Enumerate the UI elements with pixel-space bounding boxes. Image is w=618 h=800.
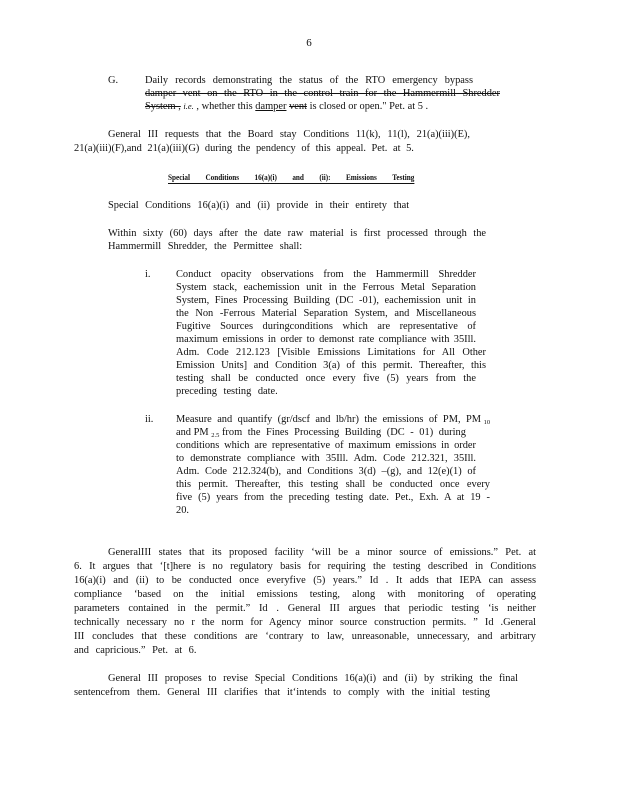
item-i-line: System stack, eachemission unit in the Ferrous Metal Separation	[176, 282, 476, 293]
heading-word: 16(a)(i)	[254, 173, 277, 182]
underlined-damper: damper	[255, 101, 287, 112]
and-pm: and PM	[176, 427, 209, 438]
whether-this: , whether this	[196, 101, 253, 112]
section-heading	[168, 173, 414, 184]
argument-line: 16(a)(i) and (ii) to be conducted once everyfive (5) years.” Id . It adds that IEPA can assess	[74, 575, 536, 586]
argument-line: III concludes that these conditions are ‘contrary to law, unreasonable, unnecessary, and arbitrary	[74, 631, 536, 642]
item-ii-label: ii.	[145, 414, 154, 425]
proposal-line-1: General III proposes to revise Special Conditions 16(a)(i) and (ii) by striking the final	[108, 673, 518, 684]
item-i-line: Fugitive Sources duringconditions which are representative of	[176, 321, 476, 332]
argument-last: and capricious.” Pet. at 6.	[74, 645, 197, 656]
heading-word: and	[292, 173, 304, 182]
fines-building: from the Fines Processing Building (DC - 01) during	[221, 427, 466, 438]
argument-line: technically necessary no r the norm for Agency minor source construction permits. ” Id .General	[74, 617, 536, 628]
item-ii-line: five (5) years from the preceding testing date. Pet., Exh. A at 19 -	[176, 492, 490, 503]
item-i-line: maximum emissions in order to demonst rate compliance with 35Ill.	[176, 334, 476, 345]
heading-word: Emissions	[345, 173, 377, 182]
within-line-1: Within sixty (60) days after the date raw material is first processed through the	[108, 228, 486, 239]
argument-line: parameters contained in the permit.” Id . General III argues that periodic testing ‘is neither	[74, 603, 536, 614]
item-g-line-1: Daily records demonstrating the status of the RTO emergency bypass	[145, 75, 473, 86]
page-number: 6	[306, 37, 312, 49]
item-ii-last: 20.	[176, 505, 189, 516]
item-g-line-2: damper vent on the RTO in the control train for the Hammermill Shredder	[145, 88, 500, 99]
ie-abbrev: i.e.	[183, 101, 194, 111]
within-line-2: Hammermill Shredder, the Permittee shall:	[108, 241, 303, 252]
item-ii-line: conditions which are representative of maximum emissions in order	[176, 440, 476, 451]
item-ii-line: this permit. Thereafter, this testing shall be conducted once every	[176, 479, 490, 490]
item-ii-line: Adm. Code 212.324(b), and Conditions 3(d) –(g), and 12(e)(1) of	[176, 466, 476, 477]
argument-line: GeneralIII states that its proposed facility ‘will be a minor source of emissions.” Pet. at	[108, 547, 536, 558]
argument-line: 6. It argues that ‘[t]here is no regulatory basis for requiring the testing described in Conditions	[74, 561, 536, 572]
closed-or-open: is closed or open." Pet. at 5 .	[309, 101, 429, 112]
item-i-label: i.	[145, 269, 151, 280]
item-i-line: testing shall be conducted once every five (5) years from the	[176, 373, 476, 384]
pm25-subscript: 2.5	[211, 432, 220, 439]
pm10-subscript: 10	[483, 419, 491, 426]
argument-line: compliance ‘based on the initial emissions testing, along with monitoring of operating	[74, 589, 536, 600]
item-i-line: preceding testing date.	[176, 386, 278, 397]
item-i-line: Conduct opacity observations from the Hammermill Shredder	[176, 269, 476, 280]
intro-line: Special Conditions 16(a)(i) and (ii) provide in their entirety that	[108, 200, 410, 211]
proposal-line-2: sentencefrom them. General III clarifies that it‘intends to comply with the initial testing	[74, 687, 490, 698]
item-ii-line: to demonstrate compliance with 35Ill. Adm. Code 212.321, 35Ill.	[176, 453, 476, 464]
item-i-line: System, Fines Processing Building (DC -01), eachemission unit in	[176, 295, 476, 306]
item-g-line-3	[145, 100, 428, 113]
item-i-line: the Non -Ferrous Material Separation System, and Miscellaneous	[176, 308, 476, 319]
item-ii-line-1-text: Measure and quantify (gr/dscf and lb/hr) the emissions of PM, PM	[176, 414, 481, 425]
heading-word: Testing	[392, 173, 415, 182]
heading-word: (ii):	[319, 173, 331, 182]
item-i-line: Adm. Code 212.123 [Visible Emissions Limitations for All Other	[176, 347, 486, 358]
request-line-1: General III requests that the Board stay Conditions 11(k), 11(l), 21(a)(iii)(E),	[108, 129, 470, 140]
struck-system: System ,	[145, 101, 181, 112]
heading-word: Special	[168, 173, 191, 182]
struck-vent: vent	[289, 101, 307, 112]
item-i-line: Emission Units] and Condition 3(a) of this permit. Thereafter, this	[176, 360, 486, 371]
request-line-2: 21(a)(iii)(F),and 21(a)(iii)(G) during the pendency of this appeal. Pet. at 5.	[74, 143, 414, 154]
heading-word: Conditions	[205, 173, 240, 182]
item-g-letter: G.	[108, 75, 119, 86]
